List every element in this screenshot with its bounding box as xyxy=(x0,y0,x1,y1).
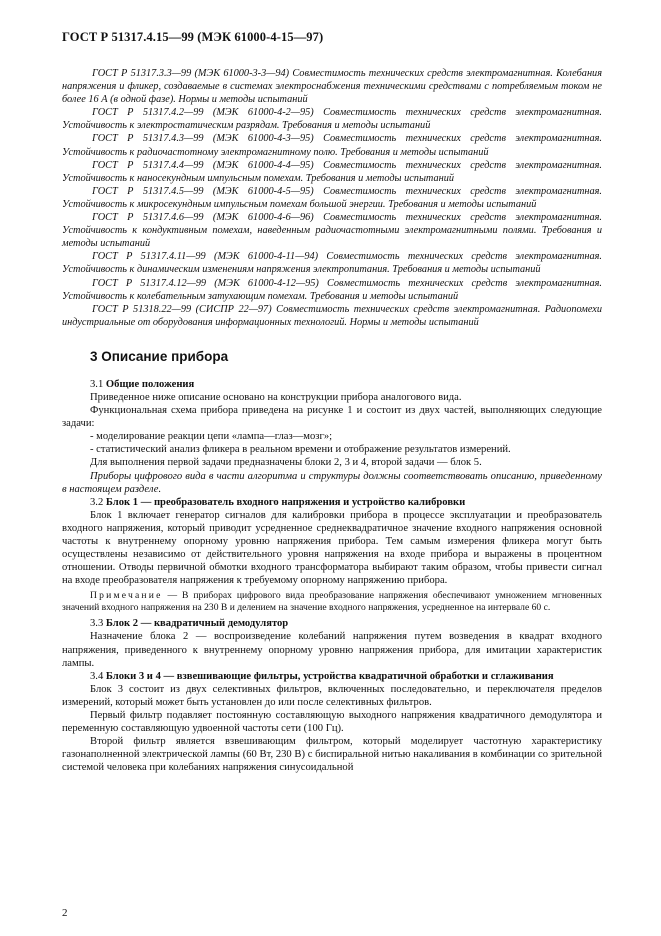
subsection-number: 3.2 xyxy=(90,496,104,508)
list-item: - моделирование реакции цепи «лампа—глаз—мозг»; xyxy=(90,431,333,443)
document-page xyxy=(62,30,602,775)
subsection-heading-3-1 xyxy=(62,378,602,391)
subsection-heading-3-2 xyxy=(62,496,602,509)
paragraph: Приведенное ниже описание основано на конструкции прибора аналогового вида. xyxy=(90,391,462,403)
paragraph-italic: Приборы цифрового вида в части алгоритма и структуры должны соответствовать описанию, приведенному в настоящем разделе. xyxy=(62,470,602,495)
paragraph: Второй фильтр является взвешивающим фильтром, который моделирует частотную характеристику газонаполненной электрической лампы (60 Вт, 230 В) с биспиральной нитью накаливания в комбинации со зрительной системой человека при колебаниях напряжения синусоидальной xyxy=(62,736,602,774)
paragraph: Первый фильтр подавляет постоянную составляющую выходного напряжения квадратичного демодулятора и переменную составляющую удвоенной частоты сети (100 Гц). xyxy=(62,710,602,735)
subsection-number: 3.3 xyxy=(90,618,104,630)
section-title: 3 Описание прибора xyxy=(90,348,229,364)
subsection-number: 3.4 xyxy=(90,670,104,682)
subsection-title: Общие положения xyxy=(105,378,195,390)
page-header: ГОСТ Р 51317.4.15—99 (МЭК 61000-4-15—97) xyxy=(62,30,324,44)
note-text: — В приборах цифрового вида преобразование напряжения обеспечивают умножением мгновенных значений входного напряжения на 230 В и делением на значение входного напряжения, усредненное на интервале 60 с. xyxy=(62,590,602,614)
subsection-number: 3.1 xyxy=(90,378,104,390)
paragraph: Назначение блока 2 — воспроизведение колебаний напряжения путем возведения в квадрат входного напряжения, приведенного к внутреннему опорному уровню напряжения прибора, для имитации характеристик лампы. xyxy=(62,631,602,669)
subsection-heading-3-3 xyxy=(62,617,602,630)
list-item: - статистический анализ фликера в реальном времени и отображение результатов измерений. xyxy=(90,444,511,456)
paragraph: Блок 1 включает генератор сигналов для калибровки прибора в процессе эксплуатации и преобразователь входного напряжения, который приводит усредненное среднеквадратичное значение входного напряжения основной частоты к внутреннему опорному уровню напряжения прибора. Тем самым измерения фликера могут быть осуществлены независимо от действительного уровня напряжения на входе прибора и выражены в процентном отношении. Отводы первичной обмотки входного трансформатора выбирают таким образом, чтобы привести сигнал на входе преобразователя напряжения к требуемому опорному напряжению прибора. xyxy=(62,509,602,587)
paragraph: Для выполнения первой задачи предназначены блоки 2, 3 и 4, второй задачи — блок 5. xyxy=(90,457,482,469)
reference-item: ГОСТ Р 51317.4.4—99 (МЭК 61000-4-4—95) Совместимость технических средств электромагнитная. Устойчивость к наносекундным импульсным помехам. Требования и методы испытаний xyxy=(62,159,602,184)
references-list xyxy=(62,67,602,329)
note xyxy=(62,590,602,614)
note-label: Примечание xyxy=(90,590,163,602)
subsection-title: Блоки 3 и 4 — взвешивающие фильтры, устройства квадратичной обработки и сглаживания xyxy=(105,670,554,682)
reference-item: ГОСТ Р 51317.4.6—99 (МЭК 61000-4-6—96) Совместимость технических средств электромагнитная. Устойчивость к кондуктивным помехам, наведенным радиочастотными электромагнитными полями. Требования и методы испытаний xyxy=(62,212,602,250)
reference-item: ГОСТ Р 51317.4.3—99 (МЭК 61000-4-3—95) Совместимость технических средств электромагнитная. Устойчивость к радиочастотному электромагнитному полю. Требования и методы испытаний xyxy=(62,133,602,158)
subsection-title: Блок 2 — квадратичный демодулятор xyxy=(105,618,289,630)
reference-item: ГОСТ Р 51318.22—99 (СИСПР 22—97) Совместимость технических средств электромагнитная. Радиопомехи индустриальные от оборудования информационных технологий. Нормы и методы испытаний xyxy=(62,303,602,328)
reference-item: ГОСТ Р 51317.4.11—99 (МЭК 61000-4-11—94) Совместимость технических средств электромагнитная. Устойчивость к динамическим изменениям напряжения электропитания. Требования и методы испытаний xyxy=(62,251,602,276)
paragraph: Функциональная схема прибора приведена на рисунке 1 и состоит из двух частей, выполняющих следующие задачи: xyxy=(62,405,602,430)
reference-item: ГОСТ Р 51317.4.5—99 (МЭК 61000-4-5—95) Совместимость технических средств электромагнитная. Устойчивость к микросекундным импульсным помехам большой энергии. Требования и методы испытаний xyxy=(62,185,602,210)
reference-item: ГОСТ Р 51317.4.12—99 (МЭК 61000-4-12—95) Совместимость технических средств электромагнитная. Устойчивость к колебательным затухающим помехам. Требования и методы испытаний xyxy=(62,277,602,302)
section-body xyxy=(62,378,602,775)
reference-item: ГОСТ Р 51317.3.3—99 (МЭК 61000-3-3—94) Совместимость технических средств электромагнитная. Колебания напряжения и фликер, создаваемые в системах электроснабжения техническими средствами с потребляемым током не более 16 А (в одной фазе). Нормы и методы испытаний xyxy=(62,68,602,106)
subsection-title: Блок 1 — преобразователь входного напряжения и устройство калибровки xyxy=(105,496,466,508)
subsection-heading-3-4 xyxy=(62,670,602,683)
reference-item: ГОСТ Р 51317.4.2—99 (МЭК 61000-4-2—95) Совместимость технических средств электромагнитная. Устойчивость к электростатическим разрядам. Требования и методы испытаний xyxy=(62,107,602,132)
paragraph: Блок 3 состоит из двух селективных фильтров, включенных последовательно, и переключателя пределов измерений, который может быть установлен до или после селективных фильтров. xyxy=(62,683,602,708)
page-number: 2 xyxy=(62,907,68,919)
